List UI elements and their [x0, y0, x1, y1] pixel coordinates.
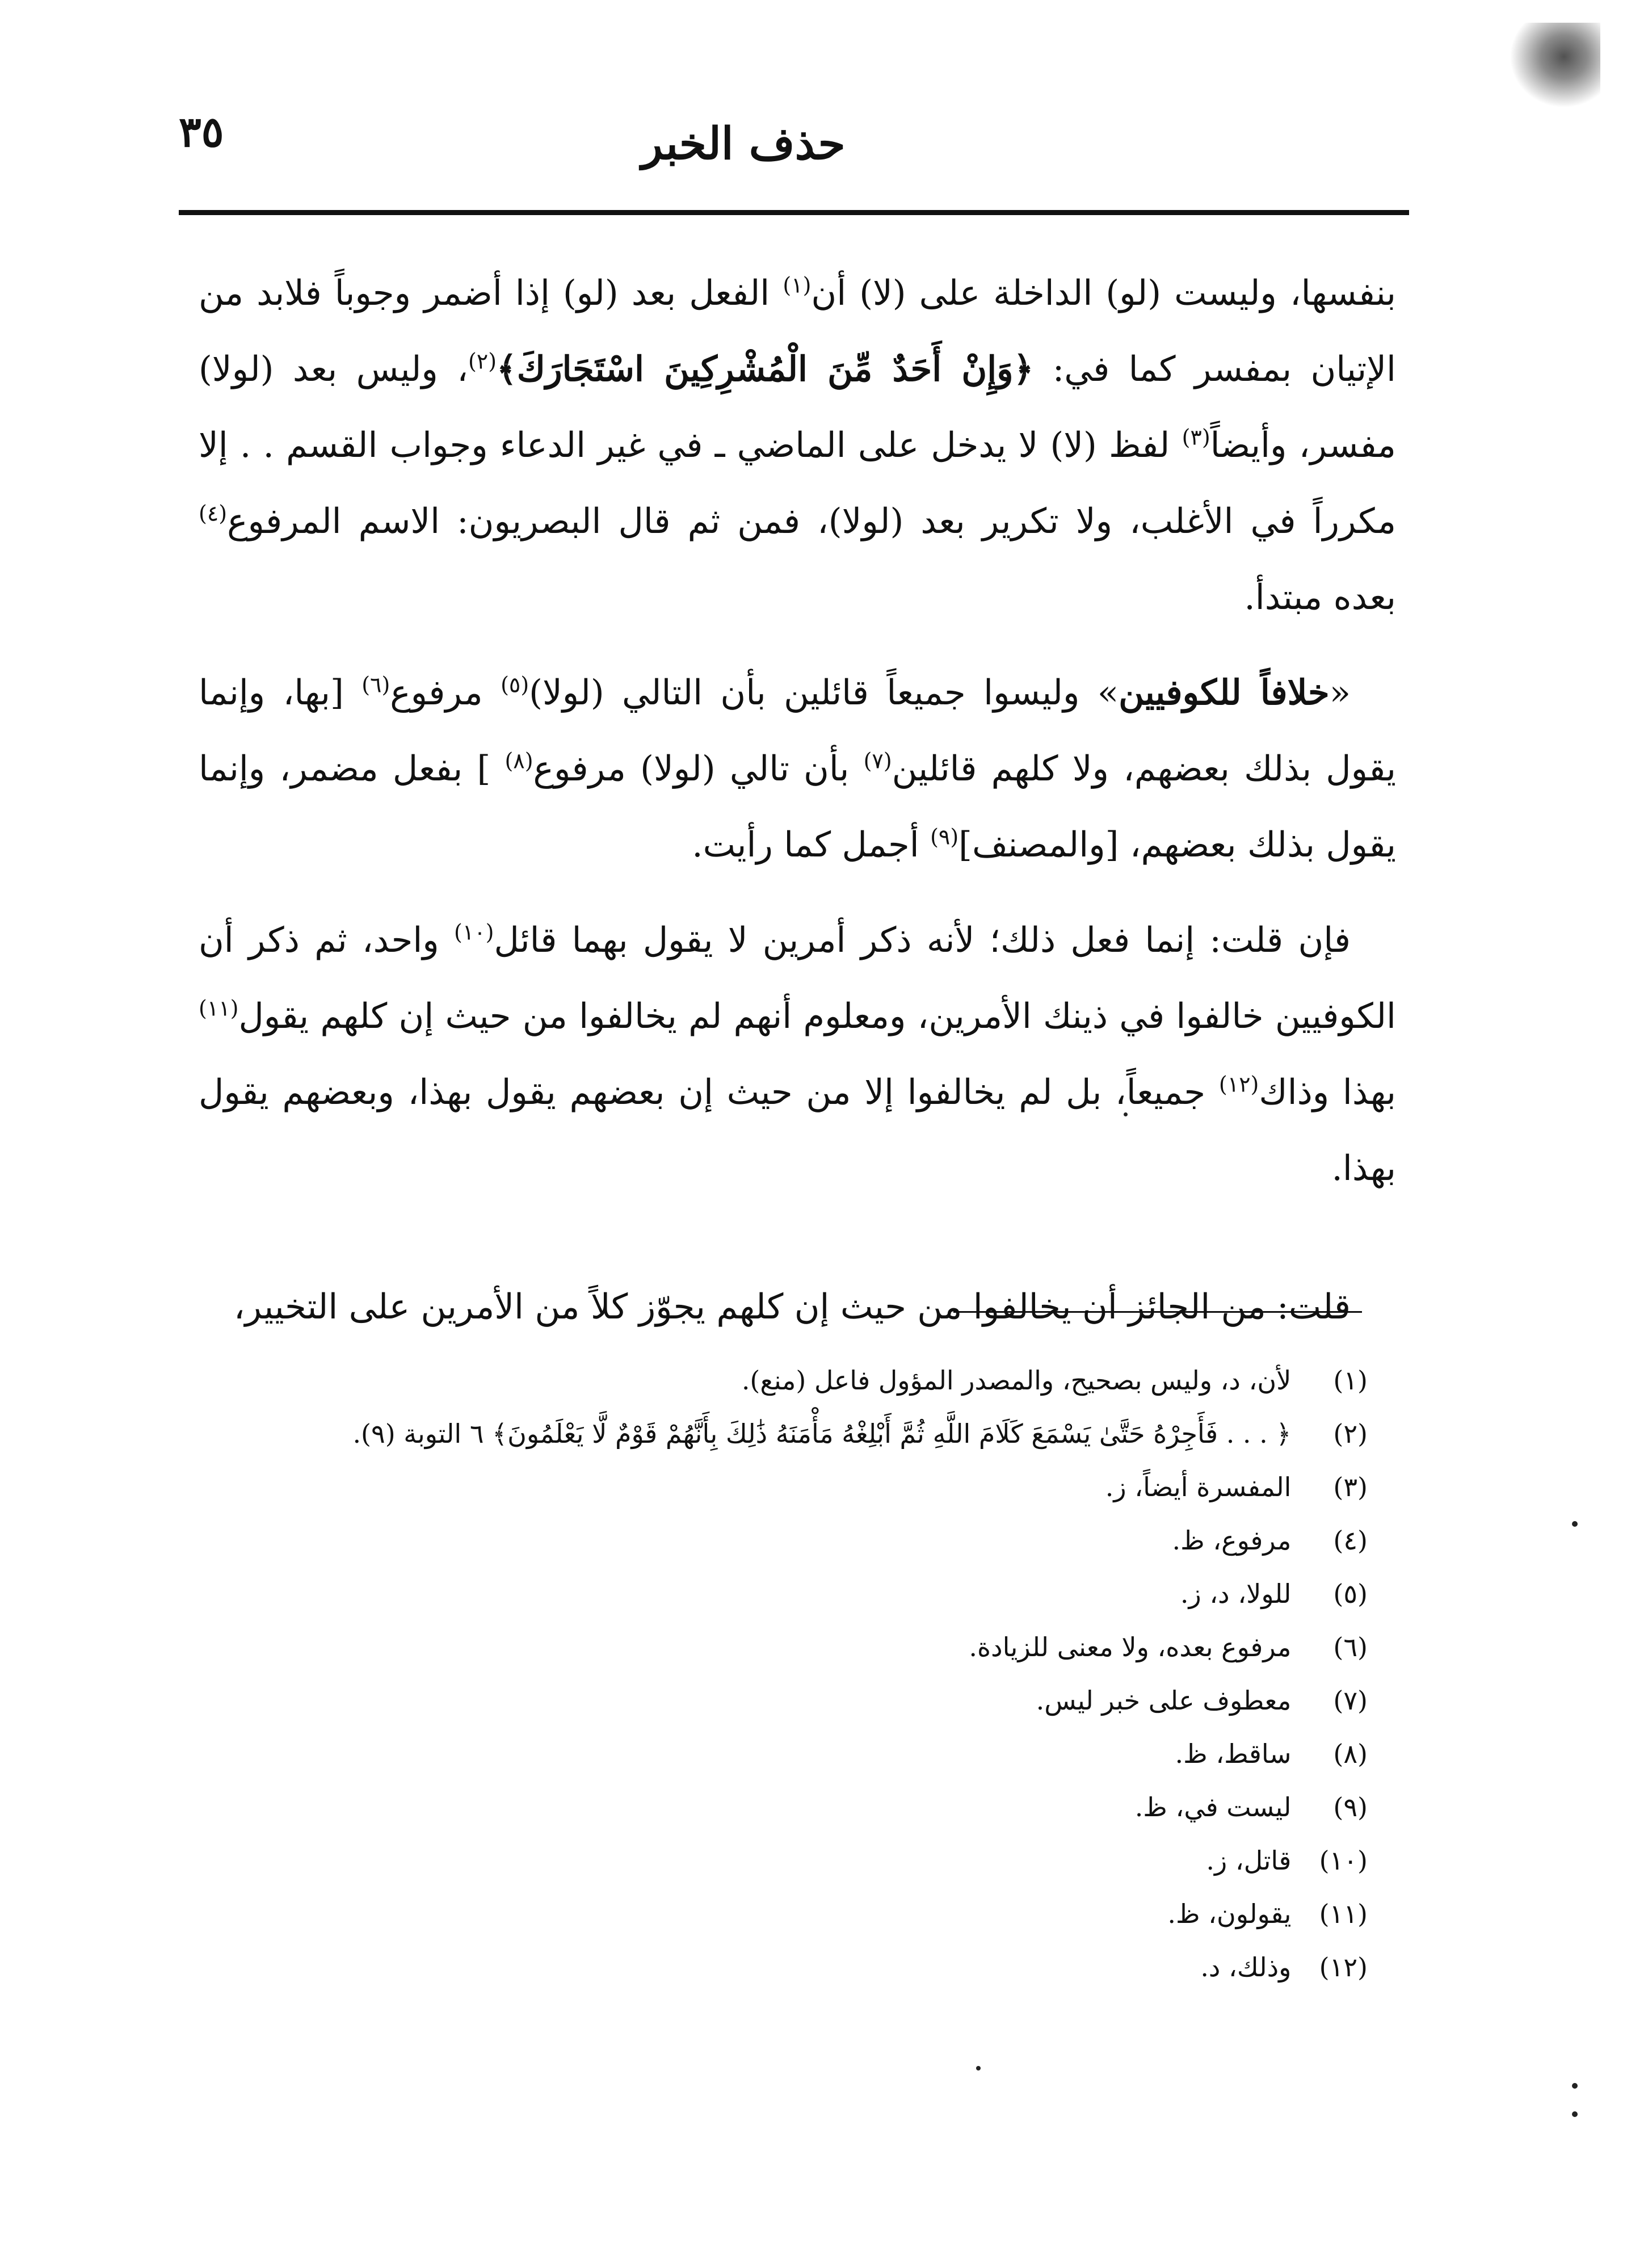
text-run: بهذا وذاك: [1259, 1072, 1396, 1112]
text-run: » وليسوا جميعاً قائلين بأن التالي (لولا): [529, 673, 1119, 713]
footnote-item: [199, 1834, 1368, 1887]
paragraph: [199, 1269, 1396, 1345]
footnote-number: (١): [1333, 1365, 1368, 1396]
text-run: ، وليس بعد (لولا) مفسر، وأيضاً: [199, 349, 1396, 465]
header-rule: [179, 210, 1409, 215]
footnote-text: معطوف على خبر ليس.: [1036, 1685, 1292, 1716]
footnote-text: ﴿ . . . فَأَجِرْهُ حَتَّىٰ يَسْمَعَ كَلَامَ اللَّهِ ثُمَّ أَبْلِغْهُ مَأْمَنَهُ ذَٰلِكَ بِأَنَّهُمْ قَوْمٌ لَّا يَعْلَمُونَ﴾ ٦ التوبة (٩).: [352, 1418, 1292, 1449]
running-title: حذف الخبر: [641, 118, 846, 170]
footnote-number: (٣): [1333, 1472, 1368, 1502]
scan-speck: [1124, 1112, 1128, 1116]
scan-speck: [1572, 1521, 1578, 1527]
text-run: أجمل كما رأيت.: [692, 825, 931, 865]
footnote-item: [199, 1567, 1368, 1620]
footnote-text: ليست في، ظ.: [1134, 1792, 1292, 1822]
text-run: الفعل بعد (لو) إذا أضمر وجوباً فلابد من الإتيان بمفسر كما في:: [199, 273, 1397, 389]
footnote-text: مرفوع بعده، ولا معنى للزيادة.: [969, 1632, 1292, 1662]
paragraph: [199, 902, 1396, 1207]
footnote-item: [199, 1674, 1368, 1727]
text-run: لفظ (لا) لا يدخل على الماضي ـ في غير الدعاء وجواب القسم . . إلا مكرراً في الأغلب، ولا تكرير بعد (لولا)، فمن ثم قال البصريون: الاسم المرفوع: [199, 425, 1396, 541]
text-run: بنفسها، وليست (لو) الداخلة على (لا) أن: [811, 273, 1397, 313]
footnote-number: (٤): [1333, 1525, 1368, 1556]
text-run: [بها، وإنما يقول بذلك بعضهم، ولا كلهم قائلين: [199, 673, 1396, 789]
scan-speck: [976, 2066, 981, 2070]
text-run: بعده مبتدأ.: [1244, 577, 1396, 618]
footnote-reference: (٨): [505, 748, 533, 774]
bold-phrase: خلافاً للكوفيين: [1119, 673, 1330, 713]
footnote-number: (٢): [1333, 1418, 1368, 1449]
footnote-number: (٧): [1333, 1685, 1368, 1716]
paragraph: [199, 655, 1396, 883]
footnote-number: (٥): [1333, 1578, 1368, 1609]
text-run: فإن قلت: إنما فعل ذلك؛ لأنه ذكر أمرين لا يقول بهما قائل: [494, 920, 1351, 960]
footnote-item: [199, 1941, 1368, 1994]
footnote-number: (٨): [1333, 1738, 1368, 1769]
text-run: ] بفعل مضمر، وإنما يقول بذلك بعضهم، [والمصنف]: [199, 749, 1396, 865]
footnote-text: المفسرة أيضاً، ز.: [1105, 1472, 1292, 1502]
footnote-item: [199, 1727, 1368, 1780]
footnote-reference: (١٠): [454, 919, 494, 945]
footnote-number: (٩): [1333, 1792, 1368, 1822]
footnote-item: [199, 1887, 1368, 1941]
footnote-item: [199, 1354, 1368, 1407]
footnote-reference: (١١): [199, 996, 239, 1021]
text-run: قلت: من الجائز أن يخالفوا من حيث إن كلهم يجوّز كلاً من الأمرين على التخيير،: [233, 1287, 1351, 1327]
footnote-text: يقولون، ظ.: [1167, 1899, 1292, 1929]
footnote-number: (١٢): [1319, 1952, 1368, 1983]
footnote-text: للولا، د، ز.: [1180, 1578, 1292, 1609]
footnote-reference: (٦): [361, 672, 390, 698]
scan-speck: [1572, 2111, 1578, 2117]
footnote-reference: (٢): [468, 348, 497, 374]
footnote-reference: (٥): [501, 672, 529, 698]
footnote-rule: [953, 1311, 1362, 1313]
footnote-item: [199, 1780, 1368, 1834]
footnote-item: [199, 1514, 1368, 1567]
footnote-number: (١٠): [1319, 1845, 1368, 1876]
text-run: جميعاً، بل لم يخالفوا إلا من حيث إن بعضهم يقول بهذا، وبعضهم يقول بهذا.: [199, 1072, 1396, 1188]
footnote-item: [199, 1620, 1368, 1674]
footnote-text: مرفوع، ظ.: [1172, 1525, 1292, 1556]
text-run: مرفوع: [390, 673, 501, 713]
text-run: واحد، ثم ذكر أن الكوفيين خالفوا في ذينك الأمرين، ومعلوم أنهم لم يخالفوا من حيث إن كلهم يقول: [199, 920, 1396, 1036]
footnote-reference: (٧): [863, 748, 892, 774]
scan-artifact: [1510, 23, 1600, 108]
paragraph: [199, 255, 1396, 636]
quran-verse: ﴿وَإِنْ أَحَدٌ مِّنَ الْمُشْرِكِينَ اسْتَجَارَكَ﴾: [497, 349, 1034, 389]
footnote-reference: (٤): [199, 501, 228, 526]
footnote-reference: (٣): [1182, 425, 1210, 450]
text-run: بأن تالي (لولا) مرفوع: [533, 749, 864, 789]
footnote-text: ساقط، ظ.: [1175, 1738, 1292, 1769]
footnote-item: [199, 1407, 1368, 1460]
footnote-item: [199, 1460, 1368, 1514]
footnote-reference: (٩): [930, 824, 959, 850]
page-number: ٣٥: [179, 108, 224, 157]
body-text: [199, 255, 1396, 1345]
footnote-reference: (١): [783, 272, 812, 298]
footnote-number: (٦): [1333, 1632, 1368, 1662]
footnote-text: قاتل، ز.: [1206, 1845, 1292, 1876]
scan-speck: [1572, 2083, 1578, 2089]
footnote-reference: (١٢): [1218, 1072, 1259, 1097]
text-run: «: [1329, 673, 1351, 713]
footnote-text: وذلك، د.: [1200, 1952, 1292, 1983]
footnotes: [199, 1354, 1368, 1994]
footnote-text: لأن، د، وليس بصحيح، والمصدر المؤول فاعل (منع).: [741, 1365, 1292, 1396]
footnote-number: (١١): [1319, 1899, 1368, 1929]
